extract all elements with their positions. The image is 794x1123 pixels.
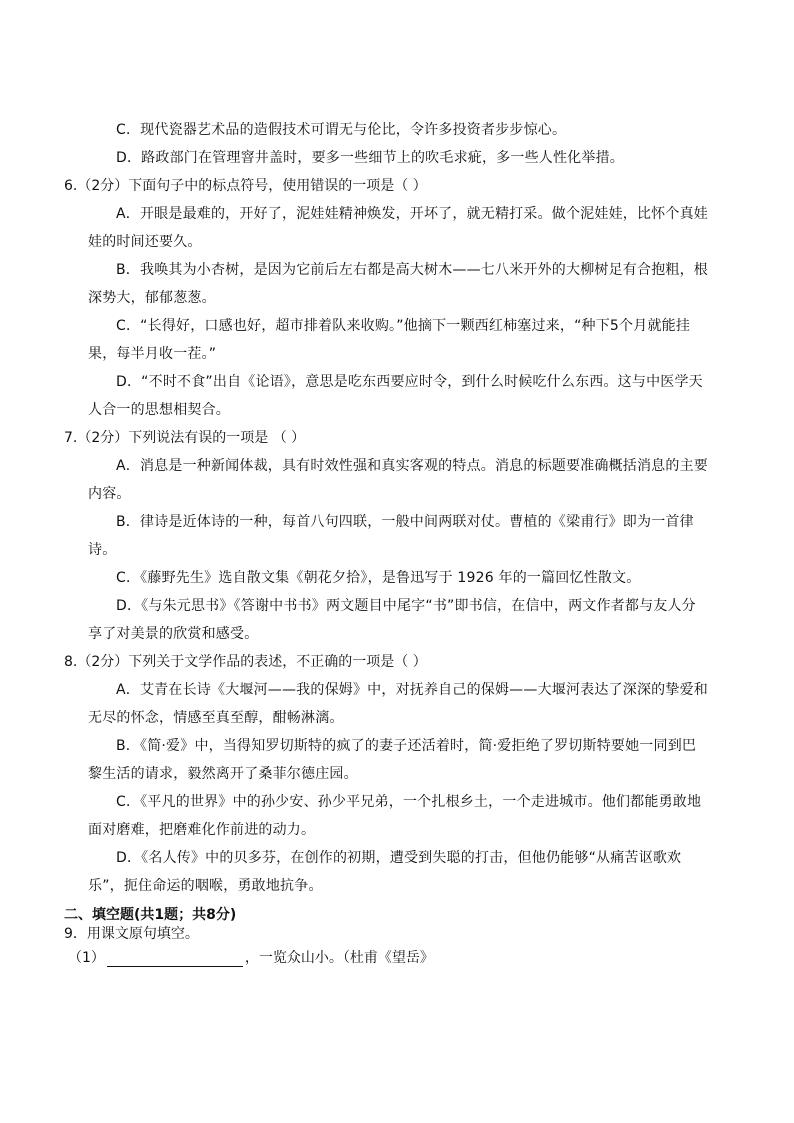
q8-option-a: A．艾青在长诗《大堰河——我的保姆》中，对抚养自己的保姆——大堰河表达了深深的挚爱和无尽的怀念，情感至真至醇，酣畅淋漓。 — [88, 682, 708, 726]
q5-option-d: D．路政部门在管理窨井盖时，要多一些细节上的吹毛求疵，多一些人性化举措。 — [116, 150, 624, 166]
q9-stem: 9．用课文原句填空。 — [64, 926, 199, 942]
q6-option-d: D．“不时不食”出自《论语》，意思是吃东西要应时令，到什么时候吃什么东西。这与中医学天人合一的思想相契合。 — [88, 374, 703, 418]
q9-item-1-prefix: （1） — [68, 950, 105, 966]
q7-stem: 7.（2分）下列说法有误的一项是 （ ） — [64, 430, 306, 446]
q8-option-d: D．《名人传》中的贝多芬，在创作的初期，遭受到失聪的打击，但他仍能够“从痛苦讴歌欢乐”，扼住命运的咽喉，勇敢地抗争。 — [88, 850, 682, 894]
q7-option-c: C．《藤野先生》选自散文集《朝花夕拾》，是鲁迅写于 1926 年的一篇回忆性散文。 — [116, 570, 641, 586]
exam-content — [64, 116, 709, 972]
q7-option-d: D．《与朱元思书》《答谢中书书》两文题目中尾字“书”即书信，在信中，两文作者都与友人分享了对美景的欣赏和感受。 — [88, 598, 696, 642]
q7-option-b: B．律诗是近体诗的一种，每首八句四联，一般中间两联对仗。曹植的《梁甫行》即为一首律诗。 — [88, 514, 694, 558]
q6-stem: 6.（2分）下面句子中的标点符号，使用错误的一项是（ ） — [64, 178, 427, 194]
q6-option-c: C．“长得好，口感也好，超市排着队来收购。”他摘下一颗西红柿塞过来，“种下5个月就能挂果，每半月收一茬。” — [88, 318, 691, 362]
q5-option-c: C．现代瓷器艺术品的造假技术可谓无与伦比，令许多投资者步步惊心。 — [116, 122, 567, 138]
q6-option-a: A．开眼是最难的，开好了，泥娃娃精神焕发，开坏了，就无精打采。做个泥娃娃，比怀个真娃娃的时间还要久。 — [88, 206, 708, 250]
q8-option-c: C．《平凡的世界》中的孙少安、孙少平兄弟，一个扎根乡土，一个走进城市。他们都能勇敢地面对磨难，把磨难化作前进的动力。 — [88, 794, 702, 838]
q8-option-b: B．《简·爱》中，当得知罗切斯特的疯了的妻子还活着时，简·爱拒绝了罗切斯特要她一同到巴黎生活的请求，毅然离开了桑菲尔德庄园。 — [88, 738, 697, 782]
q8-stem: 8.（2分）下列关于文学作品的表述，不正确的一项是（ ） — [64, 654, 427, 670]
q9-item-1 — [68, 944, 708, 972]
q7-option-a: A．消息是一种新闻体裁，具有时效性强和真实客观的特点。消息的标题要准确概括消息的主要内容。 — [88, 458, 708, 502]
section-title-fill-in: 二、填空题(共1题；共8分) — [64, 907, 237, 923]
q6-option-b: B．我唤其为小杏树，是因为它前后左右都是高大树木——七八米开外的大柳树足有合抱粗，根深势大，郁郁葱葱。 — [88, 262, 709, 306]
q9-item-1-blank[interactable] — [107, 950, 243, 967]
q9-item-1-suffix: ，一览众山小。（杜甫《望岳》 — [244, 950, 434, 966]
